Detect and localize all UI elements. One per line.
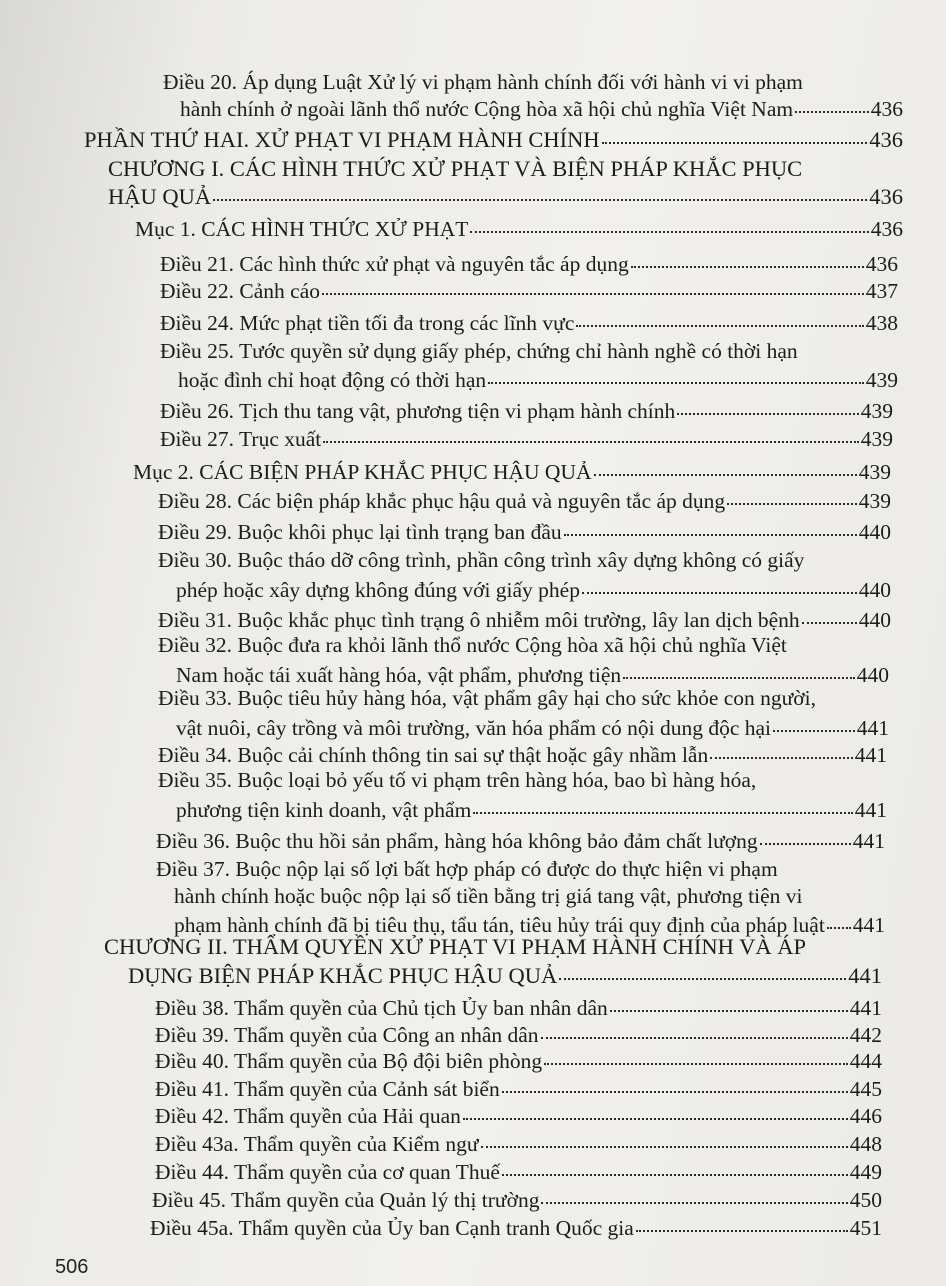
toc-entry-text: Điều 39. Thẩm quyền của Công an nhân dân bbox=[155, 1023, 539, 1047]
toc-entry-text: Điều 30. Buộc tháo dỡ công trình, phần công trình xây dựng không có giấy bbox=[158, 548, 805, 572]
toc-page-number: 441 bbox=[852, 913, 885, 937]
dot-leader bbox=[623, 657, 855, 679]
toc-entry-text: CHƯƠNG I. CÁC HÌNH THỨC XỬ PHẠT VÀ BIỆN PHÁP KHẮC PHỤC bbox=[108, 156, 803, 181]
toc-page-number: 439 bbox=[860, 427, 893, 451]
toc-entry-dieu-20 bbox=[163, 70, 903, 121]
toc-page-number: 441 bbox=[852, 829, 885, 853]
toc-entry-muc-2 bbox=[133, 457, 891, 484]
toc-entry-dieu-44 bbox=[155, 1157, 882, 1184]
toc-page-number: 450 bbox=[849, 1188, 882, 1212]
dot-leader bbox=[463, 1098, 848, 1120]
toc-entry-text: Điều 29. Buộc khôi phục lại tình trạng ban đầu bbox=[158, 520, 562, 544]
toc-entry-muc-1 bbox=[135, 214, 903, 241]
toc-entry-dieu-24 bbox=[160, 308, 898, 335]
toc-page-number: 439 bbox=[858, 489, 891, 513]
toc-entry-chapter-1 bbox=[108, 156, 903, 210]
toc-entry-text: Điều 27. Trục xuất bbox=[160, 427, 322, 451]
toc-page-number: 441 bbox=[856, 716, 889, 740]
dot-leader bbox=[795, 91, 869, 113]
toc-entry-text: Điều 31. Buộc khắc phục tình trạng ô nhiễm môi trường, lây lan dịch bệnh bbox=[158, 608, 800, 632]
page-number-footer: 506 bbox=[55, 1256, 89, 1278]
dot-leader bbox=[582, 572, 857, 594]
dot-leader bbox=[502, 1071, 848, 1093]
toc-entry-text: Điều 35. Buộc loại bỏ yếu tố vi phạm trên hàng hóa, bao bì hàng hóa, bbox=[158, 768, 757, 792]
toc-entry-part-two bbox=[84, 125, 903, 152]
toc-page-number: 436 bbox=[870, 97, 903, 121]
toc-entry-text: Điều 25. Tước quyền sử dụng giấy phép, chứng chỉ hành nghề có thời hạn bbox=[160, 339, 798, 363]
dot-leader bbox=[544, 1043, 848, 1065]
toc-entry-text: Điều 37. Buộc nộp lại số lợi bất hợp pháp có được do thực hiện vi phạm bbox=[156, 857, 778, 881]
toc-entry-text: Điều 41. Thẩm quyền của Cảnh sát biển bbox=[155, 1077, 500, 1101]
toc-page-number: 439 bbox=[860, 399, 893, 423]
dot-leader bbox=[802, 602, 857, 624]
toc-entry-dieu-25 bbox=[160, 337, 898, 394]
dot-leader bbox=[559, 958, 846, 980]
toc-entry-dieu-35 bbox=[158, 765, 887, 825]
dot-leader bbox=[727, 483, 857, 505]
toc-page-number: 441 bbox=[854, 798, 887, 822]
toc-entry-text: hoặc đình chỉ hoạt động có thời hạn bbox=[178, 368, 487, 392]
toc-page-number: 440 bbox=[858, 578, 891, 602]
toc-entry-dieu-28 bbox=[158, 486, 891, 513]
dot-leader bbox=[827, 907, 851, 929]
toc-entry-dieu-33 bbox=[158, 684, 889, 743]
dot-leader bbox=[631, 246, 864, 268]
toc-page-number: 440 bbox=[856, 663, 889, 687]
toc-page-number: 441 bbox=[854, 743, 887, 767]
toc-entry-text: Điều 28. Các biện pháp khắc phục hậu quả và nguyên tắc áp dụng bbox=[158, 489, 726, 513]
toc-entry-text: hành chính hoặc buộc nộp lại số tiền bằng trị giá tang vật, phương tiện vi bbox=[174, 884, 803, 908]
toc-page-number: 441 bbox=[848, 963, 882, 988]
toc-entry-text: Điều 33. Buộc tiêu hủy hàng hóa, vật phẩm gây hại cho sức khỏe con người, bbox=[158, 686, 817, 710]
toc-entry-dieu-37 bbox=[156, 856, 885, 939]
toc-entry-text: Điều 42. Thẩm quyền của Hải quan bbox=[155, 1104, 461, 1128]
dot-leader bbox=[710, 737, 853, 759]
toc-entry-dieu-45a bbox=[150, 1213, 882, 1240]
toc-entry-dieu-38 bbox=[155, 993, 882, 1020]
toc-entry-text: Điều 20. Áp dụng Luật Xử lý vi phạm hành chính đối với hành vi vi phạm bbox=[163, 70, 803, 94]
toc-entry-dieu-31 bbox=[158, 605, 891, 632]
dot-leader bbox=[473, 792, 852, 814]
toc-entry-dieu-30 bbox=[158, 546, 891, 605]
toc-entry-text: PHẦN THỨ HAI. XỬ PHẠT VI PHẠM HÀNH CHÍNH bbox=[84, 127, 600, 152]
toc-page-number: 445 bbox=[849, 1077, 882, 1101]
toc-entry-dieu-42 bbox=[155, 1101, 882, 1128]
toc-page-number: 444 bbox=[849, 1049, 882, 1073]
dot-leader bbox=[470, 211, 868, 233]
toc-entry-dieu-45 bbox=[152, 1185, 882, 1212]
dot-leader bbox=[488, 362, 864, 384]
toc-page-number: 436 bbox=[870, 217, 903, 241]
toc-entry-dieu-41 bbox=[155, 1074, 882, 1101]
toc-entry-text: Điều 36. Buộc thu hồi sản phẩm, hàng hóa không bảo đảm chất lượng bbox=[156, 829, 758, 853]
toc-entry-dieu-22 bbox=[160, 276, 898, 303]
toc-page-number: 448 bbox=[849, 1132, 882, 1156]
toc-entry-text: Điều 26. Tịch thu tang vật, phương tiện vi phạm hành chính bbox=[160, 399, 676, 423]
toc-entry-dieu-43a bbox=[155, 1129, 882, 1156]
toc-page-number: 441 bbox=[849, 996, 882, 1020]
toc-page-number: 438 bbox=[865, 311, 898, 335]
dot-leader bbox=[323, 421, 859, 443]
toc-entry-dieu-36 bbox=[156, 826, 885, 853]
dot-leader bbox=[541, 1182, 847, 1204]
toc-page-number: 436 bbox=[865, 252, 898, 276]
toc-entry-text: phạm hành chính đã bị tiêu thụ, tẩu tán, tiêu hủy trái quy định của pháp luật bbox=[174, 913, 825, 937]
toc-entry-text: Điều 45a. Thẩm quyền của Ủy ban Cạnh tranh Quốc gia bbox=[150, 1216, 634, 1240]
toc-entry-text: Điều 32. Buộc đưa ra khỏi lãnh thổ nước Cộng hòa xã hội chủ nghĩa Việt bbox=[158, 633, 787, 657]
dot-leader bbox=[610, 990, 848, 1012]
toc-entry-text: vật nuôi, cây trồng và môi trường, văn hóa phẩm có nội dung độc hại bbox=[176, 716, 772, 740]
toc-entry-text: Điều 45. Thẩm quyền của Quản lý thị trường bbox=[152, 1188, 540, 1212]
toc-entry-text: Mục 1. CÁC HÌNH THỨC XỬ PHẠT bbox=[135, 217, 469, 241]
toc-entry-text: Điều 40. Thẩm quyền của Bộ đội biên phòng bbox=[155, 1049, 543, 1073]
toc-entry-dieu-40 bbox=[155, 1046, 882, 1073]
toc-entry-text: hành chính ở ngoài lãnh thổ nước Cộng hòa xã hội chủ nghĩa Việt Nam bbox=[180, 97, 794, 121]
dot-leader bbox=[576, 305, 863, 327]
toc-entry-text: Nam hoặc tái xuất hàng hóa, vật phẩm, phương tiện bbox=[176, 663, 622, 687]
toc-page-number: 440 bbox=[858, 608, 891, 632]
toc-page-number: 439 bbox=[865, 368, 898, 392]
toc-entry-text: Điều 24. Mức phạt tiền tối đa trong các lĩnh vực bbox=[160, 311, 575, 335]
toc-entry-text: Điều 34. Buộc cải chính thông tin sai sự thật hoặc gây nhầm lẫn bbox=[158, 743, 709, 767]
toc-entry-dieu-21 bbox=[160, 249, 898, 276]
dot-leader bbox=[481, 1126, 848, 1148]
toc-entry-text: phép hoặc xây dựng không đúng với giấy phép bbox=[176, 578, 580, 602]
dot-leader bbox=[322, 273, 864, 295]
dot-leader bbox=[636, 1210, 848, 1232]
toc-entry-text: DỤNG BIỆN PHÁP KHẮC PHỤC HẬU QUẢ bbox=[128, 963, 558, 988]
toc-page-number: 451 bbox=[849, 1216, 882, 1240]
toc-page-number: 439 bbox=[858, 460, 891, 484]
dot-leader bbox=[564, 514, 857, 536]
toc-page-number: 449 bbox=[849, 1160, 882, 1184]
toc-entry-dieu-29 bbox=[158, 517, 891, 544]
dot-leader bbox=[677, 393, 859, 415]
toc-entry-text: Mục 2. CÁC BIỆN PHÁP KHẮC PHỤC HẬU QUẢ bbox=[133, 460, 592, 484]
toc-entry-text: Điều 38. Thẩm quyền của Chủ tịch Ủy ban nhân dân bbox=[155, 996, 608, 1020]
dot-leader bbox=[594, 454, 857, 476]
dot-leader bbox=[773, 710, 855, 732]
toc-entry-text: CHƯƠNG II. THẨM QUYỀN XỬ PHẠT VI PHẠM HÀNH CHÍNH VÀ ÁP bbox=[104, 934, 807, 959]
toc-page-number: 442 bbox=[849, 1023, 882, 1047]
dot-leader bbox=[502, 1154, 848, 1176]
toc-entry-dieu-26 bbox=[160, 396, 893, 423]
toc-entry-dieu-32 bbox=[158, 631, 889, 690]
toc-entry-text: phương tiện kinh doanh, vật phẩm bbox=[176, 798, 472, 822]
toc-entry-text: Điều 21. Các hình thức xử phạt và nguyên tắc áp dụng bbox=[160, 252, 629, 276]
toc-entry-text: Điều 43a. Thẩm quyền của Kiểm ngư bbox=[155, 1132, 479, 1156]
dot-leader bbox=[760, 823, 851, 845]
toc-page-number: 436 bbox=[869, 127, 903, 152]
dot-leader bbox=[213, 179, 867, 201]
toc-entry-dieu-27 bbox=[160, 424, 893, 451]
toc-page-number: 446 bbox=[849, 1104, 882, 1128]
toc-page-number: 437 bbox=[865, 279, 898, 303]
dot-leader bbox=[541, 1017, 848, 1039]
toc-entry-text: Điều 22. Cảnh cáo bbox=[160, 279, 321, 303]
toc-page-number: 440 bbox=[858, 520, 891, 544]
toc-entry-chapter-2 bbox=[104, 933, 882, 990]
dot-leader bbox=[602, 122, 868, 144]
toc-entry-text: HẬU QUẢ bbox=[108, 184, 212, 209]
toc-page-number: 436 bbox=[869, 184, 903, 209]
toc-entry-text: Điều 44. Thẩm quyền của cơ quan Thuế bbox=[155, 1160, 500, 1184]
toc-entry-dieu-34 bbox=[158, 740, 887, 767]
